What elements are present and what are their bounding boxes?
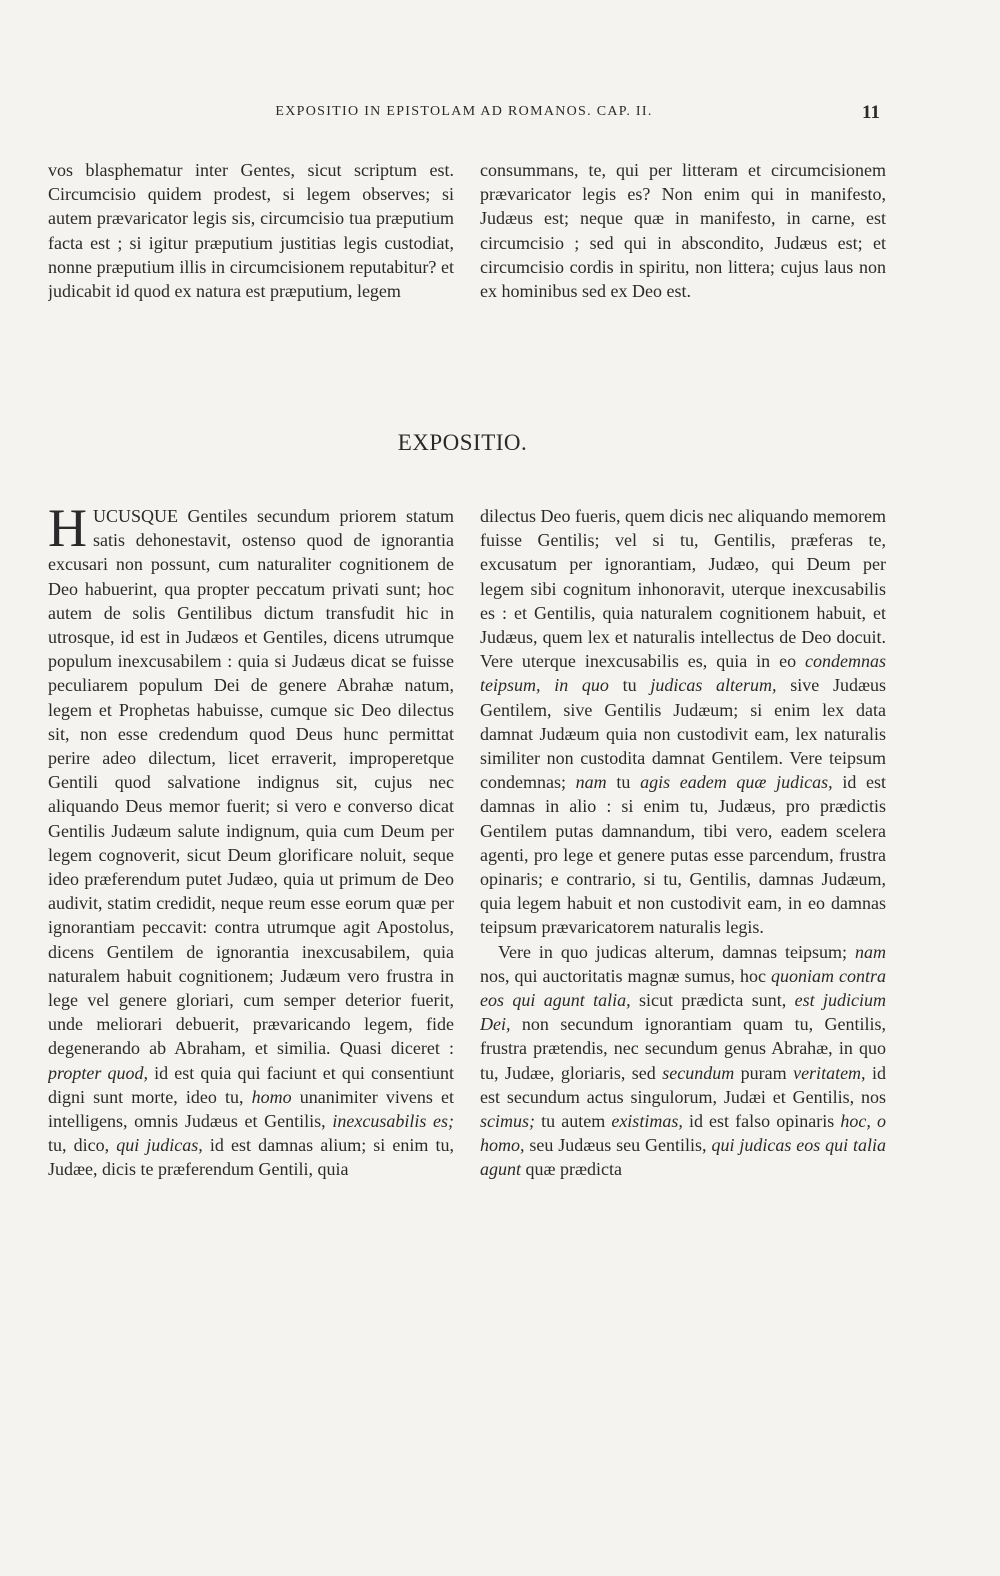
commentary-column-right — [480, 504, 886, 1574]
text-run: id est falso opinaris — [682, 1111, 841, 1132]
italic-citation: inexcusabilis es; — [332, 1111, 454, 1132]
running-head — [48, 104, 880, 128]
text-run: id est damnas alium; si enim tu, Judæe, dicis te præferendum Gentili, quia — [48, 1135, 454, 1180]
scripture-text-left: vos blasphematur inter Gentes, sicut scriptum est. Circumcisio quidem prodest, si legem observes; si autem prævaricator legis sis, circumcisio tua præputium facta est ; si igitur præputium justitias legis custodiat, nonne præputium illis in circumcisionem reputabitur? et judicabit id quod ex natura est præputium, legem — [48, 160, 454, 302]
text-run: Vere in quo judicas alterum, damnas teipsum; — [498, 941, 855, 962]
text-run: dilectus Deo fueris, quem dicis nec aliquando memorem fuisse Gentilis; vel si tu, Gentilis, præferas te, excusatum per ignorantiam, Judæo, qui Deum per legem sibi cognitum inhonoravit, uterque inexcusabilis es : et Gentilis, quia naturalem cognitionem habuit, et Judæus, quem lex et naturalis intellectus de Deo docuit. Vere uterque inexcusabilis es, quia in eo — [480, 506, 886, 672]
section-title: EXPOSITIO. — [397, 430, 528, 455]
scripture-column-right — [480, 158, 886, 378]
text-run: sive Judæus Gentilem, sive Gentilis Judæum; si enim lex data damnat Judæum quia non custodivit eam, lex naturalis similiter non custodita damnat Gentilem. Vere teipsum condemnas; — [480, 675, 886, 793]
text-run: non secundum ignorantiam quam tu, Gentilis, frustra prætendis, nec secundum genus Abrahæ, in quo tu, Judæe, gloriaris, sed — [480, 1014, 886, 1083]
italic-citation: judicas alterum, — [650, 675, 777, 696]
text-run: UCUSQUE Gentiles secundum priorem statum satis dehonestavit, ostenso quod de ignorantia excusari non possunt, cum naturaliter cognitionem de Deo habuerint, qua propter peccatum privati sunt; hoc autem de solis Gentilibus dictum transfudit hic in utrosque, id est in Judæos et Gentiles, dicens utrumque populum inexcusabilem : quia si Judæus dicat se fuisse peculiarem populum Dei de genere Abrahæ natum, legem et Prophetas habuisse, cumque sic Deo dilectus sit, non esse credendum quod Deus hunc permittat perire adeo dilectum, licet erraverit, improperetque Gentili quod salvatione indignus sit, cujus nec aliquando Deus memor fuerit; si vero e converso dicat Gentilis Judæum salute indignum, quia cum Deum per legem cognoverit, sicut Deum glorificare noluit, seque ideo præferendum putet Judæo, quia ut primum de Deo audivit, statim credidit, neque reum esse eorum quæ per ignorantiam peccavit: contra utrumque agit Apostolus, dicens Gentilem de ignorantia inexcusabilem, quia naturalem habuit cognitionem; Judæum vero frustra in lege vel genere gloriari, cum semper deterior fuerit, unde meliorari debuerit, prævaricando legem, fide degenerando ab Abraham, et similia. Quasi diceret : — [48, 506, 454, 1059]
italic-citation: existimas, — [611, 1111, 683, 1132]
italic-citation: hoc, o homo, — [480, 1111, 886, 1156]
italic-citation: nam — [855, 941, 886, 962]
italic-citation: condemnas teipsum, in quo — [480, 651, 886, 696]
italic-citation: propter quod, — [48, 1062, 148, 1083]
text-run: unanimiter vivens et intelligens, omnis Judæus et Gentilis, — [48, 1086, 454, 1132]
italic-citation: homo — [251, 1086, 292, 1107]
text-run: id est quia qui faciunt et qui consentiunt digni sunt morte, ideo tu, — [48, 1062, 454, 1107]
text-run: sicut prædicta sunt, — [630, 990, 795, 1011]
text-run: nos, qui auctoritatis magnæ sumus, hoc — [480, 965, 771, 986]
page-number: 11 — [862, 102, 880, 123]
italic-citation: secundum — [662, 1062, 735, 1083]
text-run: seu Judæus seu Gentilis, — [524, 1135, 712, 1156]
text-run: id est secundum actus singulorum, Judæi et Gentilis, nos — [480, 1062, 886, 1107]
text-run: quæ prædicta — [521, 1159, 623, 1180]
text-run: tu — [606, 772, 641, 793]
italic-citation: quoniam contra eos qui agunt talia, — [480, 965, 886, 1011]
scripture-column-left — [48, 158, 454, 378]
italic-citation: nam — [575, 772, 607, 793]
italic-citation: est judicium Dei, — [480, 990, 886, 1035]
text-run: tu autem — [535, 1111, 612, 1132]
running-head-title: EXPOSITIO IN EPISTOLAM AD ROMANOS. CAP. II. — [275, 104, 653, 119]
text-run: tu — [608, 675, 651, 696]
scripture-text-right: consummans, te, qui per litteram et circumcisionem prævaricator legis es? Non enim qui in manifesto, Judæus est; neque quæ in manifesto, in carne, est circumcisio ; sed qui in abscondito, Judæus est; et circumcisio cordis in spiritu, non littera; cujus laus non ex hominibus sed ex Deo est. — [480, 160, 886, 302]
commentary-paragraph — [480, 940, 886, 1182]
italic-citation: scimus; — [480, 1111, 535, 1132]
italic-citation: agis eadem quæ judicas, — [640, 772, 833, 793]
commentary-paragraph — [48, 504, 454, 1182]
italic-citation: qui judicas, — [116, 1135, 203, 1156]
text-run: puram — [734, 1062, 794, 1083]
text-run: id est damnas in alio : si enim tu, Judæus, pro prædictis Gentilem putas damnandum, tibi vero, eadem scelera agenti, pro lege et genere putas esse parcendum, frustra opinaris; e contrario, si tu, Gentilis, damnas Judæum, quia legem habuit et non custodivit eam, in eo damnas teipsum prævaricatorem naturalis legis. — [480, 772, 886, 938]
text-run: tu, dico, — [48, 1135, 117, 1156]
italic-citation: veritatem, — [793, 1062, 866, 1083]
commentary-column-left — [48, 504, 454, 1574]
commentary-paragraph — [480, 504, 886, 940]
italic-citation: qui judicas eos qui talia agunt — [480, 1135, 886, 1180]
drop-cap: H — [48, 504, 87, 558]
